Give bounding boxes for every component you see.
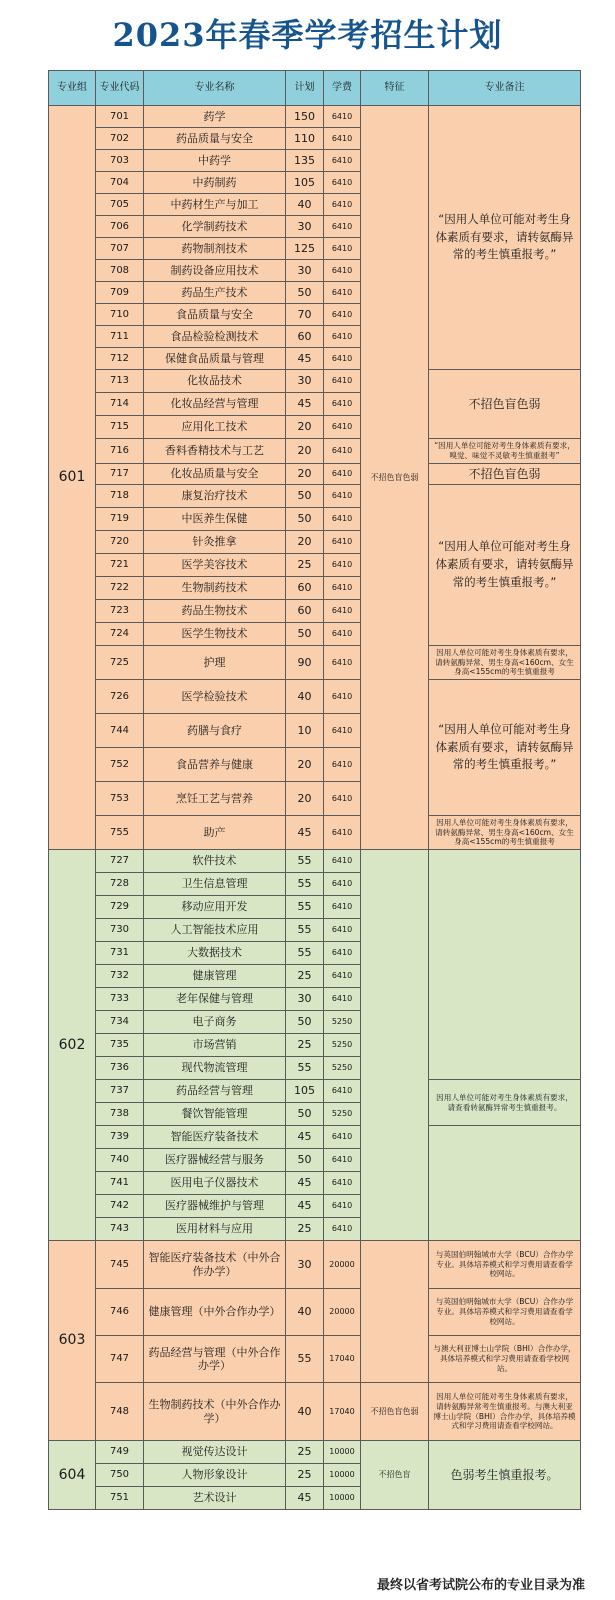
plan-count: 105 (286, 172, 324, 194)
tuition-fee: 5250 (324, 1011, 361, 1034)
major-name: 食品检验检测技术 (144, 326, 286, 348)
major-code: 722 (96, 577, 144, 600)
major-name: 保健食品质量与管理 (144, 348, 286, 370)
tuition-fee: 6410 (324, 623, 361, 646)
major-name: 药品经营与管理 (144, 1080, 286, 1103)
group-cell: 603 (49, 1241, 96, 1441)
major-code: 717 (96, 464, 144, 485)
group-cell: 604 (49, 1441, 96, 1510)
note-cell: “因用人单位可能对考生身体素质有要求，请转氨酶异常的考生慎重报考。” (429, 680, 581, 816)
tuition-fee: 6410 (324, 304, 361, 326)
major-name: 软件技术 (144, 850, 286, 873)
plan-count: 45 (286, 1195, 324, 1218)
plan-count: 45 (286, 348, 324, 370)
plan-count: 50 (286, 1103, 324, 1126)
major-name: 化妆品技术 (144, 370, 286, 393)
column-header: 专业名称 (144, 71, 286, 106)
tuition-fee: 6410 (324, 1172, 361, 1195)
major-name: 化妆品质量与安全 (144, 464, 286, 485)
column-header: 专业组 (49, 71, 96, 106)
plan-count: 30 (286, 988, 324, 1011)
tuition-fee: 6410 (324, 873, 361, 896)
plan-count: 135 (286, 150, 324, 172)
table-row (49, 1126, 581, 1149)
major-name: 市场营销 (144, 1034, 286, 1057)
major-name: 电子商务 (144, 1011, 286, 1034)
tuition-fee: 6410 (324, 942, 361, 965)
tuition-fee: 5250 (324, 1034, 361, 1057)
feature-cell (361, 1241, 429, 1383)
tuition-fee: 6410 (324, 680, 361, 714)
major-name: 生物制药技术（中外合作办学） (144, 1383, 286, 1441)
plan-count: 45 (286, 1126, 324, 1149)
plan-count: 50 (286, 508, 324, 531)
note-cell: “因用人单位可能对考生身体素质有要求，嗅觉、味觉不灵敏考生慎重报考” (429, 439, 581, 464)
major-code: 747 (96, 1336, 144, 1383)
major-name: 健康管理（中外合作办学） (144, 1289, 286, 1336)
group-cell: 602 (49, 850, 96, 1241)
note-cell: 与英国伯明翰城市大学（BCU）合作办学专业。具体培养模式和学习费用请查看学校网站。 (429, 1289, 581, 1336)
major-code: 710 (96, 304, 144, 326)
tuition-fee: 6410 (324, 850, 361, 873)
plan-count: 30 (286, 260, 324, 282)
major-name: 移动应用开发 (144, 896, 286, 919)
major-code: 742 (96, 1195, 144, 1218)
major-code: 709 (96, 282, 144, 304)
note-cell: “因用人单位可能对考生身体素质有要求，请转氨酶异常的考生慎重报考。” (429, 485, 581, 646)
major-code: 723 (96, 600, 144, 623)
note-cell: 与英国伯明翰城市大学（BCU）合作办学专业。具体培养模式和学习费用请查看学校网站。 (429, 1241, 581, 1289)
note-cell: 因用人单位可能对考生身体素质有要求，请转氨酶异常、男生身高<160cm、女生身高<155cm的考生慎重报考 (429, 646, 581, 680)
page-title: 2023年春季学考招生计划 (112, 16, 503, 54)
table-row (49, 646, 581, 680)
major-name: 医用材料与应用 (144, 1218, 286, 1241)
major-name: 医疗器械维护与管理 (144, 1195, 286, 1218)
plan-count: 55 (286, 1057, 324, 1080)
plan-count: 45 (286, 816, 324, 850)
table-row (49, 850, 581, 873)
plan-count: 20 (286, 782, 324, 816)
major-code: 738 (96, 1103, 144, 1126)
note-cell (429, 1126, 581, 1241)
plan-count: 25 (286, 1441, 324, 1464)
major-code: 727 (96, 850, 144, 873)
major-code: 751 (96, 1487, 144, 1510)
tuition-fee: 6410 (324, 1149, 361, 1172)
tuition-fee: 6410 (324, 416, 361, 439)
tuition-fee: 5250 (324, 1103, 361, 1126)
tuition-fee: 17040 (324, 1336, 361, 1383)
tuition-fee: 6410 (324, 485, 361, 508)
table-row (49, 106, 581, 128)
tuition-fee: 6410 (324, 370, 361, 393)
major-name: 人物形象设计 (144, 1464, 286, 1487)
feature-cell (361, 850, 429, 1241)
table-row (49, 1289, 581, 1336)
major-name: 智能医疗装备技术 (144, 1126, 286, 1149)
tuition-fee: 6410 (324, 1218, 361, 1241)
tuition-fee: 6410 (324, 554, 361, 577)
major-code: 744 (96, 714, 144, 748)
major-code: 733 (96, 988, 144, 1011)
major-code: 745 (96, 1241, 144, 1289)
plan-count: 20 (286, 531, 324, 554)
major-code: 726 (96, 680, 144, 714)
footer-note: 最终以省考试院公布的专业目录为准 (376, 1578, 585, 1593)
major-code: 718 (96, 485, 144, 508)
plan-count: 150 (286, 106, 324, 128)
note-cell: 因用人单位可能对考生身体素质有要求，请转氨酶异常考生慎重报考。与澳大利亚博士山学院（BHI）合作办学，具体培养模式和学习费用请查看学校网站。 (429, 1383, 581, 1441)
plan-count: 25 (286, 1464, 324, 1487)
tuition-fee: 5250 (324, 1057, 361, 1080)
major-code: 728 (96, 873, 144, 896)
major-code: 741 (96, 1172, 144, 1195)
major-code: 715 (96, 416, 144, 439)
major-name: 医学美容技术 (144, 554, 286, 577)
major-name: 医用电子仪器技术 (144, 1172, 286, 1195)
tuition-fee: 10000 (324, 1487, 361, 1510)
major-name: 药学 (144, 106, 286, 128)
major-code: 743 (96, 1218, 144, 1241)
plan-count: 55 (286, 942, 324, 965)
major-name: 人工智能技术应用 (144, 919, 286, 942)
major-name: 大数据技术 (144, 942, 286, 965)
tuition-fee: 6410 (324, 238, 361, 260)
plan-count: 105 (286, 1080, 324, 1103)
plan-count: 40 (286, 680, 324, 714)
plan-count: 10 (286, 714, 324, 748)
major-code: 737 (96, 1080, 144, 1103)
table-row (49, 370, 581, 393)
major-code: 732 (96, 965, 144, 988)
major-name: 中医养生保健 (144, 508, 286, 531)
plan-count: 20 (286, 416, 324, 439)
plan-count: 60 (286, 326, 324, 348)
major-name: 卫生信息管理 (144, 873, 286, 896)
major-code: 716 (96, 439, 144, 464)
major-name: 食品营养与健康 (144, 748, 286, 782)
plan-count: 125 (286, 238, 324, 260)
tuition-fee: 6410 (324, 1195, 361, 1218)
tuition-fee: 6410 (324, 439, 361, 464)
major-name: 现代物流管理 (144, 1057, 286, 1080)
major-name: 助产 (144, 816, 286, 850)
major-name: 应用化工技术 (144, 416, 286, 439)
table-row (49, 1383, 581, 1441)
major-name: 化学制药技术 (144, 216, 286, 238)
major-code: 753 (96, 782, 144, 816)
major-code: 704 (96, 172, 144, 194)
plan-count: 30 (286, 370, 324, 393)
major-code: 703 (96, 150, 144, 172)
major-code: 719 (96, 508, 144, 531)
feature-cell: 不招色盲色弱 (361, 1383, 429, 1441)
tuition-fee: 6410 (324, 748, 361, 782)
plan-count: 45 (286, 1487, 324, 1510)
major-name: 医学检验技术 (144, 680, 286, 714)
major-name: 老年保健与管理 (144, 988, 286, 1011)
major-name: 艺术设计 (144, 1487, 286, 1510)
column-header: 特征 (361, 71, 429, 106)
plan-count: 60 (286, 600, 324, 623)
enrollment-plan-table (48, 70, 581, 1510)
major-code: 755 (96, 816, 144, 850)
major-name: 药品生产技术 (144, 282, 286, 304)
tuition-fee: 6410 (324, 216, 361, 238)
plan-count: 55 (286, 896, 324, 919)
tuition-fee: 20000 (324, 1241, 361, 1289)
plan-count: 110 (286, 128, 324, 150)
major-name: 视觉传达设计 (144, 1441, 286, 1464)
major-code: 705 (96, 194, 144, 216)
major-code: 720 (96, 531, 144, 554)
tuition-fee: 6410 (324, 393, 361, 416)
table-row (49, 1336, 581, 1383)
major-name: 健康管理 (144, 965, 286, 988)
major-code: 748 (96, 1383, 144, 1441)
plan-count: 50 (286, 485, 324, 508)
tuition-fee: 6410 (324, 531, 361, 554)
tuition-fee: 6410 (324, 194, 361, 216)
tuition-fee: 6410 (324, 919, 361, 942)
table-row (49, 464, 581, 485)
tuition-fee: 6410 (324, 106, 361, 128)
plan-count: 60 (286, 577, 324, 600)
plan-count: 25 (286, 965, 324, 988)
plan-count: 20 (286, 748, 324, 782)
tuition-fee: 6410 (324, 282, 361, 304)
group-cell: 601 (49, 106, 96, 850)
major-code: 736 (96, 1057, 144, 1080)
major-code: 711 (96, 326, 144, 348)
major-code: 708 (96, 260, 144, 282)
plan-count: 70 (286, 304, 324, 326)
table-row (49, 439, 581, 464)
major-name: 中药材生产与加工 (144, 194, 286, 216)
major-code: 731 (96, 942, 144, 965)
column-header: 学费 (324, 71, 361, 106)
plan-count: 30 (286, 216, 324, 238)
note-cell: “因用人单位可能对考生身体素质有要求，请转氨酶异常的考生慎重报考。” (429, 106, 581, 370)
plan-count: 25 (286, 1034, 324, 1057)
major-code: 749 (96, 1441, 144, 1464)
note-cell: 不招色盲色弱 (429, 464, 581, 485)
plan-count: 55 (286, 850, 324, 873)
major-code: 729 (96, 896, 144, 919)
tuition-fee: 6410 (324, 714, 361, 748)
plan-count: 40 (286, 1289, 324, 1336)
plan-count: 30 (286, 1241, 324, 1289)
note-cell: 与澳大利亚博士山学院（BHI）合作办学，具体培养模式和学习费用请查看学校网站。 (429, 1336, 581, 1383)
major-code: 701 (96, 106, 144, 128)
major-code: 706 (96, 216, 144, 238)
major-code: 724 (96, 623, 144, 646)
tuition-fee: 10000 (324, 1464, 361, 1487)
plan-count: 40 (286, 194, 324, 216)
note-cell: 因用人单位可能对考生身体素质有要求，请转氨酶异常、男生身高<160cm、女生身高<155cm的考生慎重报考 (429, 816, 581, 850)
major-name: 生物制药技术 (144, 577, 286, 600)
major-name: 针灸推拿 (144, 531, 286, 554)
plan-count: 45 (286, 1172, 324, 1195)
plan-count: 55 (286, 1336, 324, 1383)
major-name: 智能医疗装备技术（中外合作办学） (144, 1241, 286, 1289)
tuition-fee: 6410 (324, 326, 361, 348)
major-name: 制药设备应用技术 (144, 260, 286, 282)
major-name: 护理 (144, 646, 286, 680)
major-code: 740 (96, 1149, 144, 1172)
tuition-fee: 6410 (324, 128, 361, 150)
major-code: 721 (96, 554, 144, 577)
plan-count: 90 (286, 646, 324, 680)
plan-count: 40 (286, 1383, 324, 1441)
major-name: 医学生物技术 (144, 623, 286, 646)
tuition-fee: 6410 (324, 172, 361, 194)
tuition-fee: 6410 (324, 260, 361, 282)
tuition-fee: 6410 (324, 965, 361, 988)
major-code: 714 (96, 393, 144, 416)
major-name: 医疗器械经营与服务 (144, 1149, 286, 1172)
major-code: 707 (96, 238, 144, 260)
major-name: 药品经营与管理（中外合作办学） (144, 1336, 286, 1383)
major-name: 药物制剂技术 (144, 238, 286, 260)
plan-count: 20 (286, 439, 324, 464)
major-name: 中药学 (144, 150, 286, 172)
plan-count: 20 (286, 464, 324, 485)
major-name: 康复治疗技术 (144, 485, 286, 508)
tuition-fee: 6410 (324, 782, 361, 816)
tuition-fee: 6410 (324, 896, 361, 919)
major-code: 750 (96, 1464, 144, 1487)
tuition-fee: 6410 (324, 988, 361, 1011)
table-header-row (49, 71, 581, 106)
tuition-fee: 6410 (324, 1080, 361, 1103)
tuition-fee: 6410 (324, 348, 361, 370)
feature-cell: 不招色盲色弱 (361, 106, 429, 850)
tuition-fee: 20000 (324, 1289, 361, 1336)
major-code: 739 (96, 1126, 144, 1149)
plan-count: 55 (286, 873, 324, 896)
tuition-fee: 6410 (324, 508, 361, 531)
table-row (49, 816, 581, 850)
tuition-fee: 17040 (324, 1383, 361, 1441)
note-cell: 色弱考生慎重报考。 (429, 1441, 581, 1510)
tuition-fee: 6410 (324, 150, 361, 172)
major-name: 食品质量与安全 (144, 304, 286, 326)
major-code: 713 (96, 370, 144, 393)
column-header: 计划 (286, 71, 324, 106)
plan-count: 50 (286, 623, 324, 646)
tuition-fee: 6410 (324, 464, 361, 485)
table-row (49, 1441, 581, 1464)
table-row (49, 1080, 581, 1103)
major-name: 药品质量与安全 (144, 128, 286, 150)
major-code: 746 (96, 1289, 144, 1336)
major-name: 药膳与食疗 (144, 714, 286, 748)
note-cell (429, 850, 581, 1080)
column-header: 专业备注 (429, 71, 581, 106)
major-code: 730 (96, 919, 144, 942)
plan-count: 55 (286, 919, 324, 942)
plan-count: 45 (286, 393, 324, 416)
tuition-fee: 6410 (324, 600, 361, 623)
plan-count: 25 (286, 554, 324, 577)
major-code: 712 (96, 348, 144, 370)
major-name: 化妆品经营与管理 (144, 393, 286, 416)
plan-count: 50 (286, 1149, 324, 1172)
plan-count: 25 (286, 1218, 324, 1241)
major-name: 烹饪工艺与营养 (144, 782, 286, 816)
major-name: 香料香精技术与工艺 (144, 439, 286, 464)
plan-count: 50 (286, 1011, 324, 1034)
major-name: 餐饮智能管理 (144, 1103, 286, 1126)
major-code: 735 (96, 1034, 144, 1057)
note-cell: 因用人单位可能对考生身体素质有要求，请查看转氨酶异常考生慎重报考。 (429, 1080, 581, 1126)
major-name: 药品生物技术 (144, 600, 286, 623)
tuition-fee: 6410 (324, 1126, 361, 1149)
tuition-fee: 6410 (324, 577, 361, 600)
feature-cell: 不招色盲 (361, 1441, 429, 1510)
major-name: 中药制药 (144, 172, 286, 194)
table-row (49, 485, 581, 508)
major-code: 702 (96, 128, 144, 150)
major-code: 725 (96, 646, 144, 680)
column-header: 专业代码 (96, 71, 144, 106)
major-code: 752 (96, 748, 144, 782)
table-row (49, 1241, 581, 1289)
note-cell: 不招色盲色弱 (429, 370, 581, 439)
tuition-fee: 10000 (324, 1441, 361, 1464)
plan-count: 50 (286, 282, 324, 304)
major-code: 734 (96, 1011, 144, 1034)
tuition-fee: 6410 (324, 816, 361, 850)
tuition-fee: 6410 (324, 646, 361, 680)
table-row (49, 680, 581, 714)
